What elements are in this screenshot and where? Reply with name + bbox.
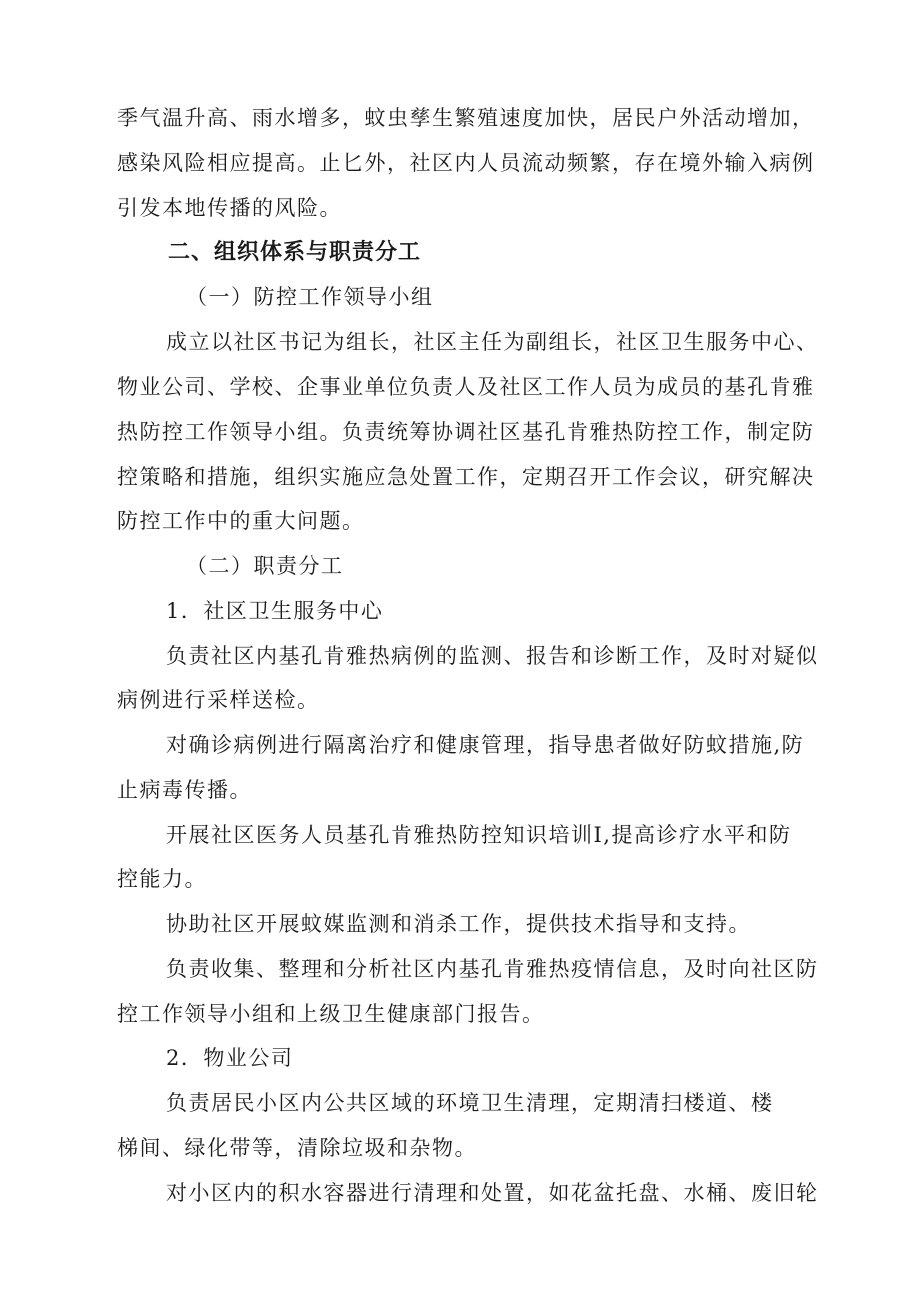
body-text-line: 梯间、绿化带等，清除垃圾和杂物。 (117, 1136, 477, 1160)
body-text-line: 引发本地传播的风险。 (117, 196, 342, 220)
section-heading: 二、组织体系与职责分工 (168, 240, 422, 265)
item-heading: 1．社区卫生服务中心 (166, 599, 384, 623)
body-text-line: 负责收集、整理和分析社区内基孔肯雅热疫情信息，及时向社区防 (166, 957, 819, 981)
body-text-line: 负责居民小区内公共区域的环境卫生清理，定期清扫楼道、楼 (166, 1091, 774, 1115)
body-text-line: 成立以社区书记为组长，社区主任为副组长，社区卫生服务中心、 (166, 330, 819, 354)
body-text-line: 控工作领导小组和上级卫生健康部门报告。 (117, 1002, 545, 1026)
item-heading: 2．物业公司 (166, 1046, 294, 1070)
body-text-line: 开展社区医务人员基孔肯雅热防控知识培训I,提高诊疗水平和防 (166, 823, 792, 847)
body-text-line: 对确诊病例进行隔离治疗和健康管理，指导患者做好防蚊措施,防 (166, 733, 805, 757)
body-text-line: 对小区内的积水容器进行清理和处置，如花盆托盘、水桶、废旧轮 (166, 1181, 819, 1205)
body-text-line: 负责社区内基孔肯雅热病例的监测、报告和诊断工作，及时对疑似 (166, 644, 819, 668)
body-text-line: 止病毒传播。 (117, 778, 252, 802)
body-text-line: 物业公司、学校、企事业单位负责人及社区工作人员为成员的基孔肯雅 (117, 375, 815, 399)
body-text-line: 控能力。 (117, 867, 207, 891)
body-text-line: 季气温升高、雨水增多，蚊虫孳生繁殖速度加快，居民户外活动增加， (117, 106, 815, 130)
body-text-line: 病例进行采样送检。 (117, 688, 320, 712)
body-text-line: 控策略和措施，组织实施应急处置工作，定期召开工作会议，研究解决 (117, 465, 815, 489)
subsection-heading: （二）职责分工 (186, 554, 344, 578)
body-text-line: 防控工作中的重大问题。 (117, 509, 365, 533)
subsection-heading: （一）防控工作领导小组 (186, 285, 434, 309)
body-text-line: 热防控工作领导小组。负责统筹协调社区基孔肯雅热防控工作，制定防 (117, 420, 815, 444)
body-text-line: 感染风险相应提高。止匕外，社区内人员流动频繁，存在境外输入病例 (117, 151, 815, 175)
body-text-line: 协助社区开展蚊媒监测和消杀工作，提供技术指导和支持。 (166, 912, 751, 936)
